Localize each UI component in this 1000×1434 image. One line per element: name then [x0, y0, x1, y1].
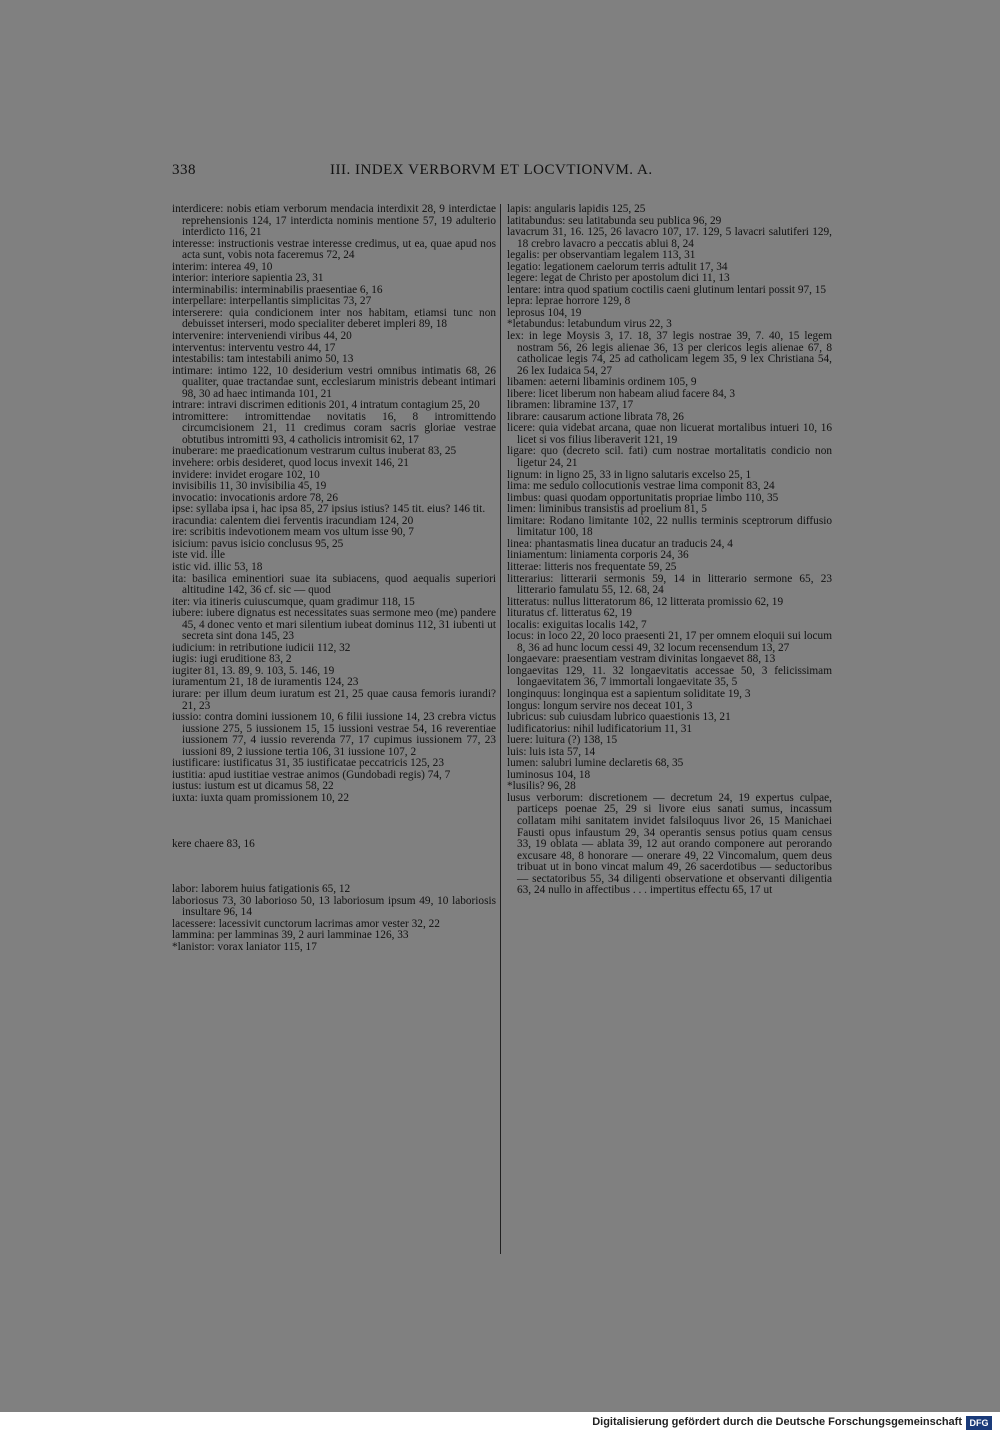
index-entry: iste vid. ille [172, 549, 226, 562]
index-entry: litteratus: nullus litteratorum 86, 12 litterata promissio 62, 19 [507, 595, 784, 608]
index-entry: invehere: orbis desideret, quod locus invexit 146, 21 [172, 457, 409, 470]
page-number: 338 [172, 162, 196, 178]
index-entry: leprosus 104, 19 [507, 306, 582, 319]
footer-bar [0, 1412, 1000, 1434]
index-entry: laboriosus 73, 30 laborioso 50, 13 laboriosum ipsum 49, 10 laboriosis insultare 96, 14 [172, 894, 496, 919]
dfg-logo-icon: DFG [966, 1416, 992, 1430]
index-entry: istic vid. illic 53, 18 [172, 560, 263, 573]
index-column-left [172, 204, 496, 954]
index-entry: lacessere: lacessivit cunctorum lacrimas amor vester 32, 22 [172, 917, 440, 930]
index-entry: lapis: angularis lapidis 125, 25 [507, 203, 646, 215]
index-entry: libramen: libramine 137, 17 [507, 399, 634, 412]
index-entry: intimare: intimo 122, 10 desiderium vestri omnibus intimatis 68, 26 qualiter, quae tractandae sunt, ecclesiarum ministris debeant intimari 98, 30 ad haec intimanda 101, 21 [172, 364, 496, 400]
entry-gap [172, 861, 496, 873]
index-entry: iuramentum 21, 18 de iuramentis 124, 23 [172, 676, 359, 689]
index-entry: limitare: Rodano limitante 102, 22 nullis terminis sceptrorum diffusio limitatur 100, 18 [507, 514, 832, 539]
index-column-right [507, 204, 832, 897]
index-entry: interpellare: interpellantis simplicitas 73, 27 [172, 295, 372, 308]
index-entry: iustitia: apud iustitiae vestrae animos (Gundobadi regis) 74, 7 [172, 768, 451, 781]
index-entry: interminabilis: interminabilis praesentiae 6, 16 [172, 283, 383, 296]
index-entry: iuxta: iuxta quam promissionem 10, 22 [172, 791, 349, 804]
index-entry: iugiter 81, 13. 89, 9. 103, 5. 146, 19 [172, 664, 335, 677]
index-entry: librare: causarum actione librata 78, 26 [507, 410, 684, 423]
index-entry: lima: me sedulo collocutionis vestrae lima componit 83, 24 [507, 480, 775, 493]
index-entry: litterarius: litterarii sermonis 59, 14 in litterario sermone 65, 23 litterario famulatu 55, 12. 68, 24 [507, 572, 832, 597]
index-entry: longaevare: praesentiam vestram divinitas longaevet 88, 13 [507, 653, 776, 666]
index-entry: iudicium: in retributione iudicii 112, 32 [172, 641, 351, 654]
index-entry: iurare: per illum deum iuratum est 21, 25 quae causa femoris iurandi? 21, 23 [172, 687, 496, 712]
index-entry: locus: in loco 22, 20 loco praesenti 21, 17 per omnem eloquii sui locum 8, 36 ad hunc locum cessi 49, 32 locum recensendum 13, 27 [507, 630, 832, 654]
page-header [172, 162, 852, 184]
running-head: III. INDEX VERBORVM ET LOCVTIONVM. A. [330, 162, 653, 178]
index-entry: intestabilis: tam intestabili animo 50, 13 [172, 353, 354, 366]
index-entry: lavacrum 31, 16. 125, 26 lavacro 107, 17. 129, 5 lavacri salutiferi 129, 18 crebro lavacro a peccatis ablui 8, 24 [507, 226, 832, 250]
index-entry: ire: scribitis indevotionem meam vos ultum isse 90, 7 [172, 526, 414, 539]
index-entry: luere: luitura (?) 138, 15 [507, 734, 618, 747]
index-entry: lammina: per lamminas 39, 2 auri lamminae 126, 33 [172, 929, 409, 942]
index-entry: *lusilis? 96, 28 [507, 780, 576, 793]
index-entry: iugis: iugi eruditione 83, 2 [172, 653, 292, 666]
index-entry: legalis: per observantiam legalem 113, 31 [507, 249, 696, 262]
index-entry: labor: laborem huius fatigationis 65, 12 [172, 883, 351, 896]
index-entry: iustificare: iustificatus 31, 35 iustificatae peccatricis 125, 23 [172, 757, 444, 770]
index-entry: lepra: leprae horrore 129, 8 [507, 295, 631, 308]
index-entry: luminosus 104, 18 [507, 768, 591, 781]
index-entry: litterae: litteris nos frequentate 59, 25 [507, 560, 677, 573]
index-entry: longaevitas 129, 11. 32 longaevitatis accessae 50, 3 felicissimam longaevitatem 36, 7 immortali longaevitate 35, 5 [507, 664, 832, 689]
index-entry: ludificatorius: nihil ludificatorium 11, 31 [507, 722, 693, 735]
index-entry: intromittere: intromittendae novitatis 16, 8 intromittendo circumcisionem 21, 11 credimus coram sacris gloriae vestrae obtutibus intromitti 93, 4 catholicis intromisit 62, 17 [172, 410, 496, 446]
index-entry: lumen: salubri lumine declaretis 68, 35 [507, 757, 684, 770]
index-entry: *lanistor: vorax laniator 115, 17 [172, 941, 317, 953]
index-entry: limen: liminibus transistis ad proelium 81, 5 [507, 503, 707, 516]
index-entry: libere: licet liberum non habeam aliud facere 84, 3 [507, 387, 736, 400]
index-entry: localis: exiguitas localis 142, 7 [507, 618, 647, 631]
index-entry: isicium: pavus isicio conclusus 95, 25 [172, 537, 344, 550]
index-entry: luis: luis ista 57, 14 [507, 745, 596, 758]
column-divider [500, 204, 501, 1254]
index-entry: libamen: aeterni libaminis ordinem 105, 9 [507, 376, 697, 389]
index-entry: intrare: intravi discrimen editionis 201, 4 intratum contagium 25, 20 [172, 399, 480, 412]
index-entry: iussio: contra domini iussionem 10, 6 filii iussione 14, 23 crebra victus iussione 275, 5 iussionem 15, 15 iussioni vestrae 54, 16 reverentiae iussionem 77, 4 iussio reverenda 77, 17 cupimus iussionem 77, 23 iussioni 89, 2 iussione tertia 106, 31 iussione 107, 2 [172, 711, 496, 758]
index-entry: intervenire: interveniendi viribus 44, 20 [172, 330, 352, 343]
index-entry: interventus: interventu vestro 44, 17 [172, 341, 336, 354]
index-entry: invidere: invidet erogare 102, 10 [172, 468, 320, 481]
index-entry: latitabundus: seu latitabunda seu publica 96, 29 [507, 214, 722, 227]
index-entry: iustus: iustum est ut dicamus 58, 22 [172, 780, 334, 793]
index-entry: ipse: syllaba ipsa i, hac ipsa 85, 27 ipsius istius? 145 tit. eius? 146 tit. [172, 503, 486, 516]
index-entry: interim: interea 49, 10 [172, 260, 273, 273]
index-entry: interior: interiore sapientia 23, 31 [172, 272, 324, 285]
index-entry: lentare: intra quod spatium coctilis caeni glutinum lentari possit 97, 15 [507, 283, 827, 296]
index-entry: iracundia: calentem diei ferventis iracundiam 124, 20 [172, 514, 414, 527]
index-entry: licere: quia videbat arcana, quae non licuerat mortalibus intueri 10, 16 licet si vos filius liberaverit 121, 19 [507, 422, 832, 446]
index-entry: lex: in lege Moysis 3, 17. 18, 37 legis nostrae 39, 7. 40, 15 legem nostram 56, 26 legis alienae 36, 13 per clericos legis alienae 67, 8 catholicae legis 74, 25 ad catholicam legem 35, 9 lex Christiana 54, 26 lex Iudaica 54, 27 [507, 330, 832, 377]
index-entry: legere: legat de Christo per apostolum dici 11, 13 [507, 272, 730, 285]
index-entry: lignum: in ligno 25, 33 in ligno salutaris excelso 25, 1 [507, 468, 752, 481]
index-entry: legatio: legationem caelorum terris adtulit 17, 34 [507, 260, 728, 273]
index-entry: interdicere: nobis etiam verborum mendacia interdixit 28, 9 interdictae reprehensionis 124, 17 interdicta nominis mentione 57, 19 adulterio interdicto 116, 21 [172, 203, 496, 239]
index-entry: *letabundus: letabundum virus 22, 3 [507, 318, 672, 331]
index-entry: kere chaere 83, 16 [172, 837, 255, 850]
index-entry: interesse: instructionis vestrae interesse credimus, ut ea, quae apud nos acta sunt, vobis nota faceremus 72, 24 [172, 237, 496, 262]
index-entry: longus: longum servire nos deceat 101, 3 [507, 699, 693, 712]
entry-gap [172, 816, 496, 828]
index-entry: linea: phantasmatis linea ducatur an traducis 24, 4 [507, 537, 733, 550]
index-entry: lusus verborum: discretionem — decretum 24, 19 expertus culpae, particeps poenae 25, 29 si livore eius sanati sumus, incassum collatam mihi sanitatem invidet falsiloquus livor 26, 15 Manichaei Fausti opus infaustum 29, 34 operantis sensus potius quam census 33, 19 oblata — ablata 39, 12 aut orando componere aut perorando excusare 48, 8 honorare — onerare 49, 22 Vincomalum, quem deus tribuat ut in bono vincat malum 49, 26 sacerdotibus — seductoribus — sectatoribus 55, 34 diligenti observatione et observanti diligentia 63, 24 nullo in affectibus . . . impertitus effectu 65, 17 ut [507, 791, 832, 897]
index-entry: iter: via itineris cuiuscumque, quam gradimur 118, 15 [172, 595, 415, 608]
index-entry: limbus: quasi quodam opportunitatis propriae limbo 110, 35 [507, 491, 779, 504]
index-entry: liniamentum: liniamenta corporis 24, 36 [507, 549, 689, 562]
funding-notice: Digitalisierung gefördert durch die Deutsche Forschungsgemeinschaft [592, 1416, 962, 1428]
index-entry: interserere: quia condicionem inter nos habitam, etiamsi tunc non debuisset interseri, modo specialiter deberet impleri 89, 18 [172, 306, 496, 331]
index-entry: inuberare: me praedicationum vestrarum cultus inuberat 83, 25 [172, 445, 457, 458]
index-entry: lubricus: sub cuiusdam lubrico quaestionis 13, 21 [507, 711, 731, 724]
index-entry: ita: basilica eminentiori suae ita subiacens, quod aequalis superiori altitudine 142, 36 cf. sic — quod [172, 572, 496, 597]
index-entry: longinquus: longinqua est a sapientum soliditate 19, 3 [507, 687, 751, 700]
index-entry: lituratus cf. litteratus 62, 19 [507, 607, 632, 620]
index-entry: invocatio: invocationis ardore 78, 26 [172, 491, 338, 504]
index-entry: iubere: iubere dignatus est necessitates suas sermone meo (me) pandere 45, 4 donec vento et mari silentium iubeat dominus 112, 31 iubenti ut secreta sint dona 145, 23 [172, 607, 496, 643]
index-entry: invisibilis 11, 30 invisibilia 45, 19 [172, 480, 327, 493]
index-entry: ligare: quo (decreto scil. fati) cum nostrae mortalitatis condicio non ligetur 24, 21 [507, 445, 832, 470]
